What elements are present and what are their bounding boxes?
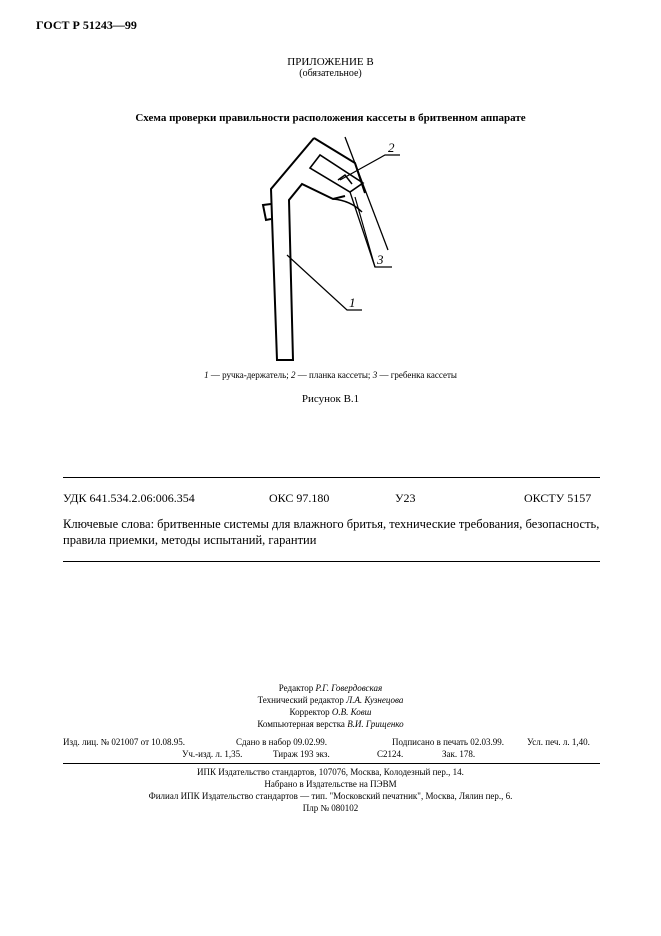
- order-number: Зак. 178.: [442, 749, 476, 759]
- udk: УДК 641.534.2.06:006.354: [63, 491, 195, 505]
- appendix-heading: Схема проверки правильности расположения кассеты в бритвенном аппарате: [135, 112, 526, 124]
- signed-date: Подписано в печать 02.03.99.: [392, 737, 505, 747]
- appendix-subtitle: (обязательное): [299, 68, 362, 79]
- razor-diagram: [0, 0, 661, 400]
- credit-layout: Компьютерная верстка В.И. Грищенко: [257, 719, 404, 729]
- edition-sheets: Уч.-изд. л. 1,35.: [182, 749, 243, 759]
- category-code: У23: [395, 491, 416, 505]
- guide-line: [345, 137, 388, 250]
- appendix-title: ПРИЛОЖЕНИЕ В: [287, 56, 374, 68]
- label-3: 3: [377, 252, 384, 267]
- publisher-line: Набрано в Издательстве на ПЭВМ: [264, 779, 397, 789]
- publisher-line: ИПК Издательство стандартов, 107076, Москва, Колодезный пер., 14.: [197, 767, 464, 777]
- label-2: 2: [388, 140, 395, 155]
- print-run: Тираж 193 экз.: [273, 749, 330, 759]
- license: Изд. лиц. № 021007 от 10.08.95.: [63, 737, 185, 747]
- publisher-line: Филиал ИПК Издательство стандартов — тип. "Московский печатник", Москва, Лялин пер., 6.: [148, 791, 513, 801]
- handle-outline: [271, 138, 345, 360]
- figure-legend: 1 — ручка-держатель; 2 — планка кассеты; 3 — гребенка кассеты: [204, 370, 457, 380]
- credit-tech-editor: Технический редактор Л.А. Кузнецова: [257, 695, 404, 705]
- oks: ОКС 97.180: [269, 491, 330, 505]
- c-code: С2124.: [377, 749, 404, 759]
- clip-tab: [263, 204, 271, 220]
- divider: [63, 763, 600, 764]
- cassette-bar: [310, 155, 363, 192]
- publisher-line: Плр № 080102: [302, 803, 359, 813]
- okstu: ОКСТУ 5157: [524, 491, 592, 505]
- divider: [63, 477, 600, 478]
- sent-date: Сдано в набор 09.02.99.: [236, 737, 328, 747]
- handle-top-edge: [314, 138, 365, 193]
- document-id: ГОСТ Р 51243—99: [36, 18, 137, 32]
- keywords-line-2: правила приемки, методы испытаний, гарантии: [63, 533, 317, 547]
- label-1: 1: [349, 295, 356, 310]
- divider: [63, 561, 600, 562]
- figure-caption: Рисунок В.1: [301, 393, 360, 405]
- leader-3: [355, 197, 392, 267]
- print-sheets: Усл. печ. л. 1,40.: [527, 737, 590, 747]
- keywords-line-1: Ключевые слова: бритвенные системы для влажного бритья, технические требования, безопасность,: [63, 517, 600, 531]
- credit-editor: Редактор Р.Г. Говердовская: [278, 683, 383, 693]
- credit-corrector: Корректор О.В. Ковш: [289, 707, 372, 717]
